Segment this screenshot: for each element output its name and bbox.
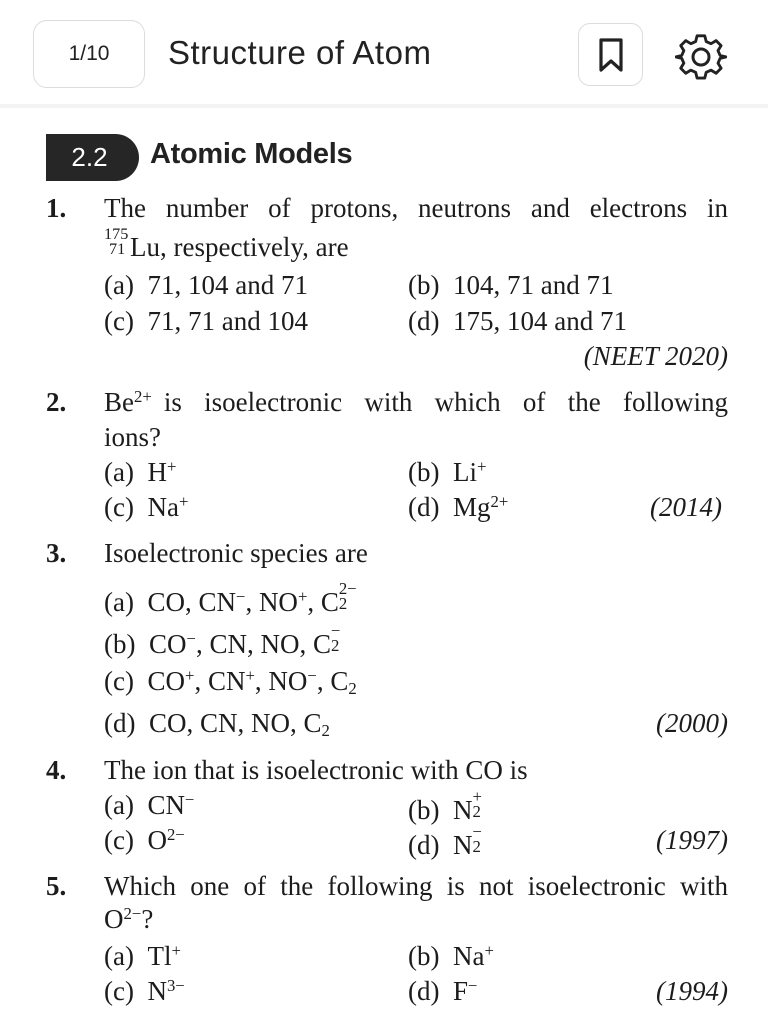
question-3-stem: Isoelectronic species are: [104, 538, 368, 568]
option-d[interactable]: (d) F−: [408, 975, 478, 1006]
option-d[interactable]: (d) N − 2: [408, 822, 482, 860]
question-source: (1994): [656, 976, 728, 1006]
question-1-stem-line-1: The number of protons, neutrons and electrons in: [104, 193, 728, 223]
question-source: (NEET 2020): [583, 341, 728, 371]
option-b[interactable]: (b) 104, 71 and 71: [408, 270, 614, 300]
option-d[interactable]: (d) $Mg^{2+}$: [408, 491, 509, 522]
gear-icon: [675, 31, 727, 83]
option-c[interactable]: (c) $N^{3-}$: [104, 975, 185, 1006]
section-number-badge: 2.2: [46, 134, 139, 181]
question-number: 4.: [46, 755, 67, 785]
option-a[interactable]: (a) H+: [104, 456, 177, 487]
option-b[interactable]: (b) Na+: [408, 940, 494, 971]
settings-button[interactable]: [674, 30, 728, 84]
option-c[interactable]: (c) Na+: [104, 491, 189, 522]
question-source: (2014): [650, 492, 722, 522]
question-2-stem-line-2: ions?: [104, 422, 161, 452]
question-number: 3.: [46, 538, 67, 568]
option-a[interactable]: (a) Tl+: [104, 940, 181, 971]
section-title: Atomic Models: [150, 138, 353, 170]
bookmark-button[interactable]: [578, 23, 643, 86]
option-b[interactable]: (b) N + 2: [408, 787, 482, 825]
option-c[interactable]: (c) 71, 71 and 104: [104, 306, 308, 336]
question-number: 5.: [46, 871, 67, 901]
question-5-stem-line-1: Which one of the following is not isoelectronic with: [104, 871, 728, 901]
option-c[interactable]: (c) CO+, CN+, NO−, $C_2$: [104, 665, 357, 699]
app-header: [0, 0, 768, 108]
question-number: 1.: [46, 193, 67, 223]
option-b[interactable]: (b) Li+: [408, 456, 487, 487]
page-indicator[interactable]: 1/10: [33, 20, 145, 88]
nuclide-notation: 175 71: [104, 225, 129, 258]
question-1-stem-line-2: 175 71 Lu, respectively, are: [104, 225, 349, 262]
option-b[interactable]: (b) CO−, CN, NO, C − 2: [104, 621, 341, 659]
question-2-stem-line-1: $Be^{2+}$ is isoelectronic with which of the following: [104, 386, 728, 417]
question-5-stem-line-2: $O^{2-}$?: [104, 903, 154, 934]
question-source: (1997): [656, 825, 728, 855]
question-source: (2000): [656, 708, 728, 738]
bookmark-icon: [596, 37, 626, 73]
question-4-stem: The ion that is isoelectronic with CO is: [104, 755, 528, 785]
option-a[interactable]: (a) 71, 104 and 71: [104, 270, 308, 300]
option-d[interactable]: (d) CO, CN, NO, $C_2$: [104, 708, 330, 741]
app-title: Structure of Atom: [168, 34, 432, 71]
question-number: 2.: [46, 387, 67, 417]
option-a[interactable]: (a) CO, CN−, NO+, C 2− 2: [104, 579, 357, 617]
option-c[interactable]: (c) $O^{2-}$: [104, 824, 185, 855]
option-a[interactable]: (a) CN−: [104, 789, 195, 820]
option-d[interactable]: (d) 175, 104 and 71: [408, 306, 627, 336]
